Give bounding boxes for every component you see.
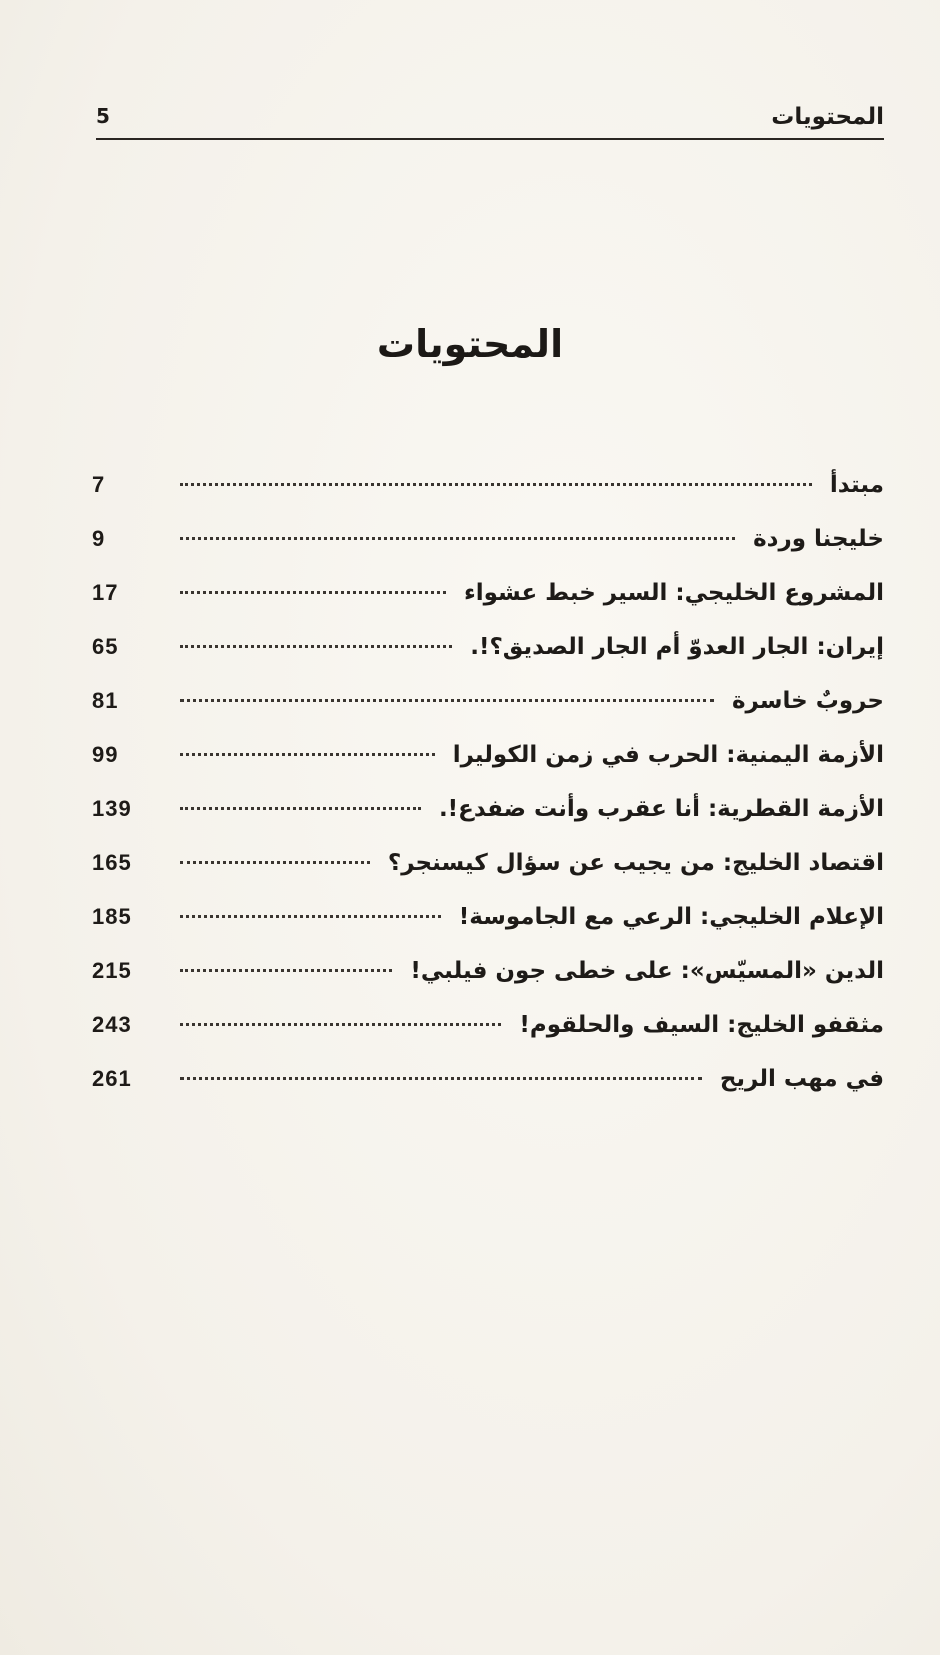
toc-row bbox=[92, 850, 884, 904]
running-header bbox=[96, 98, 884, 140]
dot-leader bbox=[180, 483, 812, 486]
toc-entry-title: الدين «المسيّس»: على خطى جون فيلبي! bbox=[410, 958, 884, 984]
toc-entry-title: الأزمة اليمنية: الحرب في زمن الكوليرا bbox=[452, 742, 884, 768]
toc-entry-title: الأزمة القطرية: أنا عقرب وأنت ضفدع!. bbox=[438, 796, 884, 822]
toc-heading: المحتويات bbox=[376, 322, 564, 366]
toc-entry-page: 243 bbox=[92, 1012, 132, 1037]
dot-leader bbox=[180, 1077, 702, 1080]
dot-leader bbox=[180, 915, 441, 918]
dot-leader bbox=[180, 699, 714, 702]
toc-row bbox=[92, 904, 884, 958]
toc-entry-page: 17 bbox=[92, 580, 119, 605]
toc-entry-page: 65 bbox=[92, 634, 119, 659]
dot-leader bbox=[180, 753, 435, 756]
dot-leader bbox=[180, 969, 392, 972]
dot-leader bbox=[180, 591, 446, 594]
toc-row bbox=[92, 526, 884, 580]
toc-entry-title: في مهب الريح bbox=[719, 1066, 884, 1092]
table-of-contents bbox=[92, 472, 884, 1120]
toc-row bbox=[92, 580, 884, 634]
toc-entry-title: مبتدأ bbox=[829, 472, 884, 498]
toc-entry-title: خليجنا وردة bbox=[753, 526, 884, 552]
toc-entry-title: مثقفو الخليج: السيف والحلقوم! bbox=[519, 1012, 884, 1038]
toc-entry-title: الإعلام الخليجي: الرعي مع الجاموسة! bbox=[458, 904, 884, 930]
toc-entry-page: 9 bbox=[92, 526, 106, 551]
toc-entry-page: 185 bbox=[92, 904, 132, 929]
toc-row bbox=[92, 796, 884, 850]
toc-entry-page: 81 bbox=[92, 688, 119, 713]
dot-leader bbox=[180, 861, 370, 864]
toc-row bbox=[92, 1012, 884, 1066]
dot-leader bbox=[180, 1023, 501, 1026]
dot-leader bbox=[180, 537, 735, 540]
toc-entry-page: 7 bbox=[92, 472, 106, 497]
toc-entry-page: 261 bbox=[92, 1066, 132, 1091]
page-number: 5 bbox=[96, 104, 110, 128]
toc-row bbox=[92, 688, 884, 742]
toc-entry-page: 139 bbox=[92, 796, 132, 821]
toc-entry-title: حروبٌ خاسرة bbox=[731, 688, 884, 714]
toc-entry-page: 99 bbox=[92, 742, 119, 767]
toc-entry-title: إيران: الجار العدوّ أم الجار الصديق؟!. bbox=[470, 634, 884, 660]
toc-entry-title: اقتصاد الخليج: من يجيب عن سؤال كيسنجر؟ bbox=[387, 850, 884, 876]
dot-leader bbox=[180, 645, 452, 648]
toc-entry-page: 215 bbox=[92, 958, 132, 983]
toc-row bbox=[92, 472, 884, 526]
running-title: المحتويات bbox=[771, 104, 884, 130]
dot-leader bbox=[180, 807, 421, 810]
toc-entry-title: المشروع الخليجي: السير خبط عشواء bbox=[464, 580, 884, 606]
toc-row bbox=[92, 742, 884, 796]
toc-row bbox=[92, 958, 884, 1012]
toc-row bbox=[92, 1066, 884, 1120]
toc-row bbox=[92, 634, 884, 688]
toc-entry-page: 165 bbox=[92, 850, 132, 875]
